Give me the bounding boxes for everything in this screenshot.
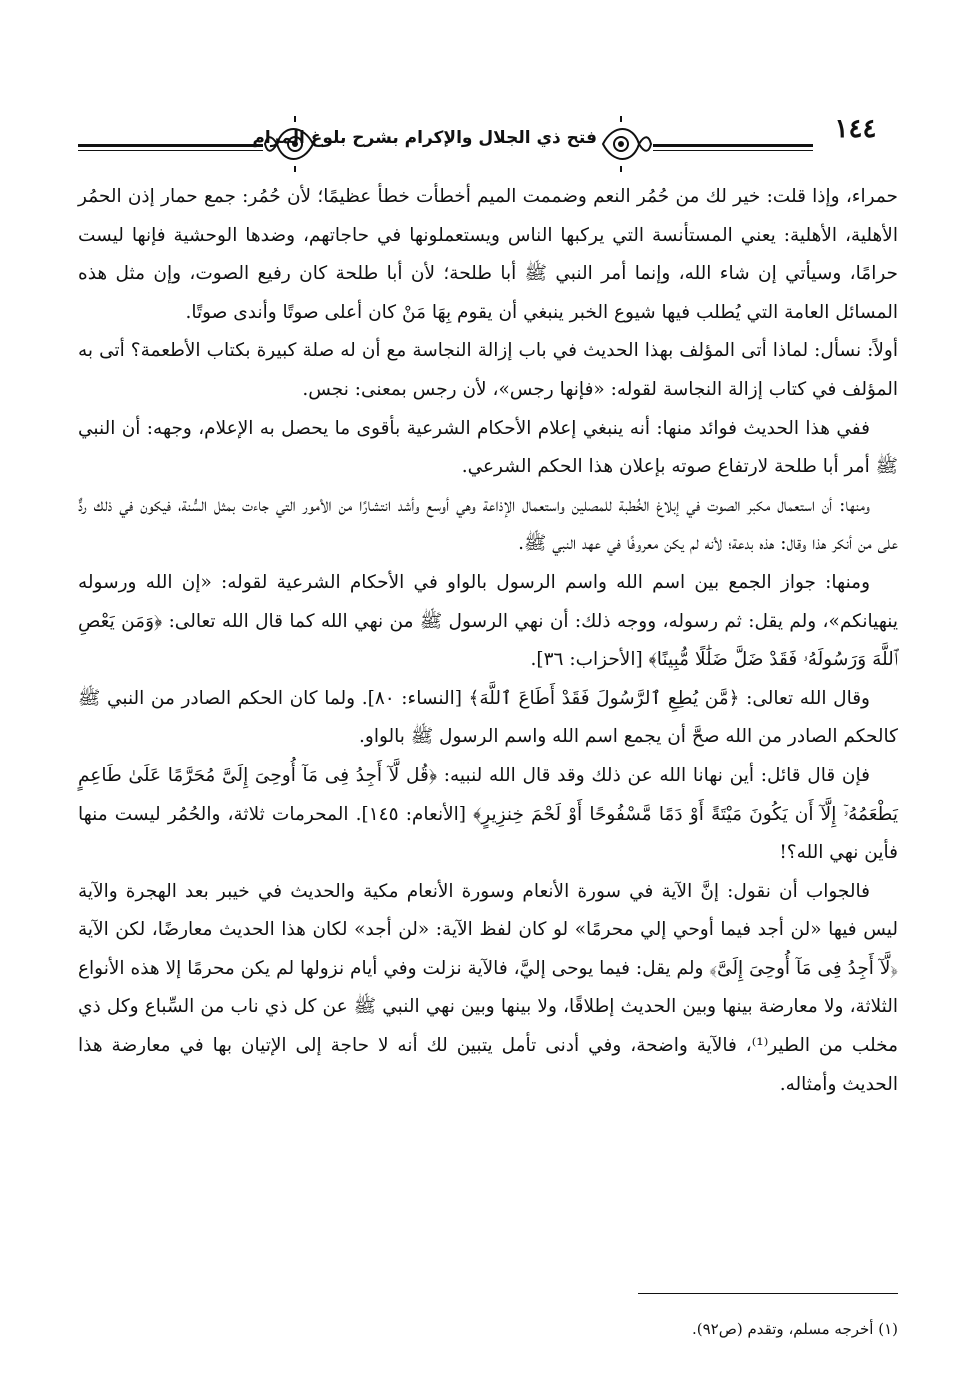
page-header — [78, 108, 898, 178]
book-title: فتح ذي الجلال والإكرام بشرح بلوغ المرام — [252, 128, 597, 148]
ornament-right-icon — [597, 114, 653, 174]
header-rule — [653, 150, 813, 151]
paragraph: ففي هذا الحديث فوائد منها: أنه ينبغي إعلام الأحكام الشرعية بأقوى ما يحصل به الإعلام، وجهه: أن النبي ﷺ أمر أبا طلحة لارتفاع صوته بإعلان هذا الحكم الشرعي. — [78, 417, 898, 478]
header-rule — [653, 144, 813, 147]
paragraph: فالجواب أن نقول: إنَّ الآية في سورة الأنعام وسورة الأنعام مكية والحديث في خيبر بعد الهجرة والآية ليس فيها «لن أجد فيما أوحي إلي محرمًا» لو كان لفظ الآية: «لن أجد» لكان هذا الحديث معارضًا، لكن الآية ﴿لَّآ أَجِدُ فِى مَآ أُوحِىَ إِلَىَّ﴾ ولم يقل: فيما يوحى إليَّ، فالآية نزلت وفي أيام نزولها لم يكن محرمًا إلا هذه الأنواع الثلاثة، ولا معارضة بينها وبين الحديث إطلاقًا، ولا بينها وبين نهي النبي ﷺ عن كل ذي ناب من السِّباع وكل ذي مخلب من الطير⁽¹⁾، فالآية واضحة، وفي أدنى تأمل يتبين لك أنه لا حاجة إلى الإتيان بها في معارضة هذا الحديث وأمثاله. — [78, 880, 898, 1095]
body-text — [78, 178, 898, 1104]
paragraph: ومنها: أن استعمال مكبر الصوت في إبلاغ الخُطبة للمصلين واستعمال الإذاعة وهي أوسع وأشد انتشارًا من الأمور التي جاءت بمثل السُّنة، فيكون في ذلك ردٌّ على من أنكر هذا وقال: هذه بدعة؛ لأنه لم يكن معروفًا في عهد النبي ﷺ. — [78, 494, 898, 555]
paragraph: وقال الله تعالى: ﴿مَّن يُطِعِ ٱلرَّسُولَ فَقَدْ أَطَاعَ ٱللَّهَ﴾ [النساء: ٨٠]. ولما كان الحكم الصادر من النبي ﷺ كالحكم الصادر من الله صحَّ أن يجمع اسم الله واسم الرسول ﷺ بالواو. — [78, 687, 898, 748]
footnote: (١) أخرجه مسلم، وتقدم (ص٩٢). — [692, 1320, 898, 1338]
header-rule — [78, 150, 263, 151]
page-number: ١٤٤ — [834, 114, 877, 144]
paragraph: أولاً: نسأل: لماذا أتى المؤلف بهذا الحديث في باب إزالة النجاسة مع أن له صلة كبيرة بكتاب الأطعمة؟ أتى به المؤلف في كتاب إزالة النجاسة لقوله: «فإنها رجس»، لأن رجس بمعنى: نجس. — [78, 340, 898, 400]
header-rule — [78, 144, 263, 147]
paragraph: ومنها: جواز الجمع بين اسم الله واسم الرسول بالواو في الأحكام الشرعية لقوله: «إن الله ورسوله ينهيانكم»، ولم يقل: ثم رسوله، ووجه ذلك: أن نهي الرسول ﷺ من نهي الله كما قال الله تعالى: ﴿وَمَن يَعْصِ ٱللَّهَ وَرَسُولَهُۥ فَقَدْ ضَلَّ ضَلَٰلًا مُّبِينًا﴾ [الأحزاب: ٣٦]. — [78, 571, 898, 671]
paragraph: فإن قال قائل: أين نهانا الله عن ذلك وقد قال الله لنبيه: ﴿قُل لَّآ أَجِدُ فِى مَآ أُوحِىَ إِلَىَّ مُحَرَّمًا عَلَىٰ طَاعِمٍ يَطْعَمُهُۥٓ إِلَّآ أَن يَكُونَ مَيْتَةً أَوْ دَمًا مَّسْفُوحًا أَوْ لَحْمَ خِنزِيرٍ﴾ [الأنعام: ١٤٥]. المحرمات ثلاثة، والحُمُر ليست منها فأين نهي الله؟! — [78, 764, 898, 864]
paragraph: حمراء، وإذا قلت: خير لك من حُمُر النعم وضممت الميم أخطأت خطأ عظيمًا؛ لأن حُمُر: جمع حمار إذن الحمُر الأهلية، الأهلية: يعني المستأنسة التي يركبها الناس ويستعملونها في حاجاتهم، وضدها الوحشية فإنها ليست حرامًا، وسيأتي إن شاء الله، وإنما أمر النبي ﷺ أبا طلحة؛ لأن أبا طلحة كان رفيع الصوت، وإن مثل هذه المسائل العامة التي يُطلب فيها شيوع الخبر ينبغي أن يقوم بِهَا مَنْ كان أعلى صوتًا وأندى صوتًا. — [78, 186, 898, 323]
footnote-separator — [638, 1293, 898, 1294]
